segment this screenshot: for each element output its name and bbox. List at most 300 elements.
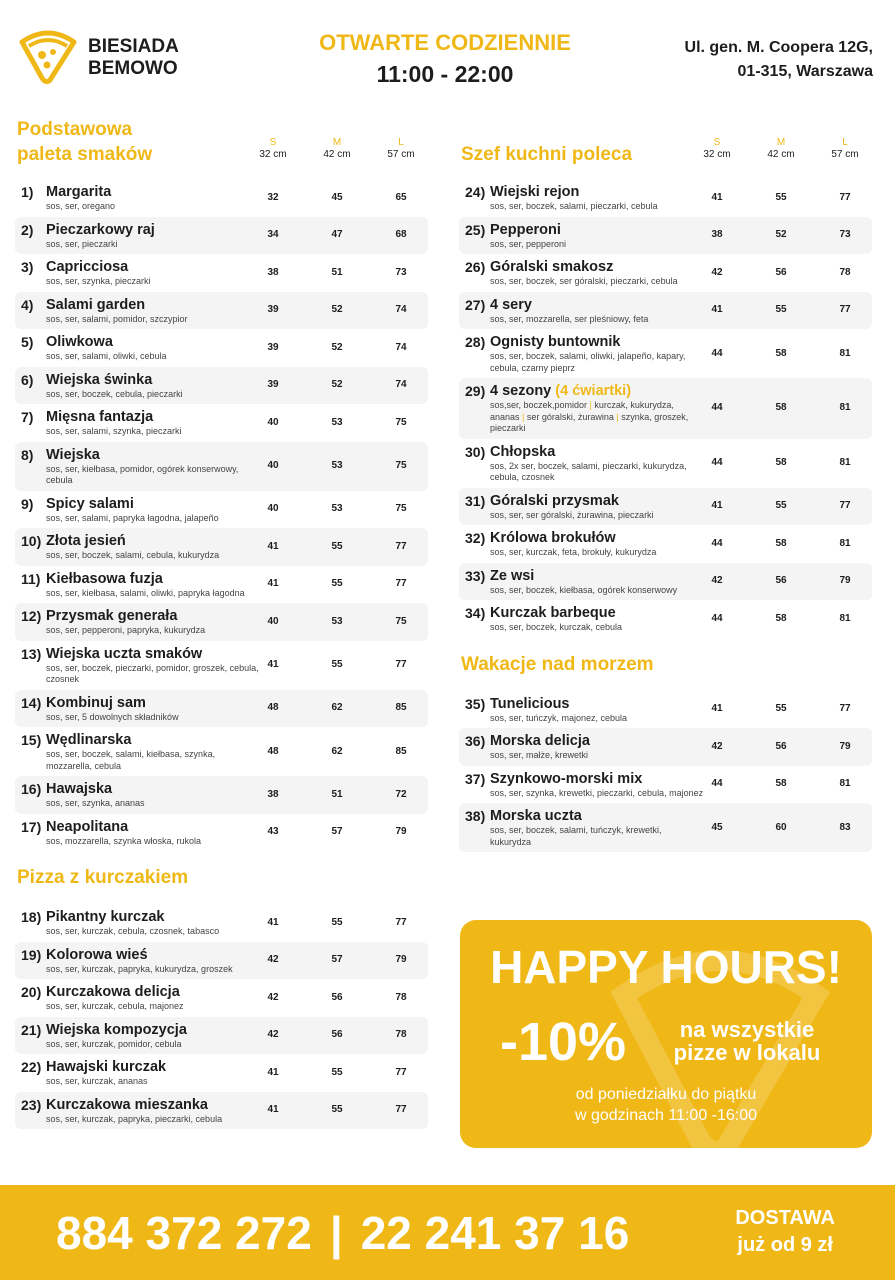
size-m: M 42 cm xyxy=(323,137,351,160)
menu-item xyxy=(459,728,872,766)
price-l: 79 xyxy=(839,740,851,752)
ingredient-group: kurczak, kukurydza, ananas xyxy=(490,400,674,422)
item-name-text: Wiejska xyxy=(46,446,100,463)
item-number: 15) xyxy=(21,732,42,748)
price-m: 56 xyxy=(775,266,787,278)
item-ingredients: sos, ser, 5 dowolnych składników xyxy=(46,711,179,722)
menu-item xyxy=(459,525,872,563)
item-ingredients: sos, ser, boczek, salami, oliwki, jalapeño, kapary, cebula, czarny pieprz xyxy=(490,351,686,373)
price-l: 77 xyxy=(839,191,851,203)
price-l: 72 xyxy=(395,788,407,800)
price-m: 55 xyxy=(775,304,787,316)
size-header xyxy=(15,117,428,167)
price-m: 52 xyxy=(331,379,343,391)
price-m: 55 xyxy=(331,1066,343,1078)
item-name-text: Pepperoni xyxy=(490,221,561,238)
menu-item xyxy=(15,491,428,529)
open-hours: 11:00 - 22:00 xyxy=(376,61,514,87)
price-m: 57 xyxy=(331,826,343,838)
price-l: 77 xyxy=(839,500,851,512)
address-line2: 01-315, Warszawa xyxy=(737,63,873,80)
item-number: 16) xyxy=(21,781,42,797)
price-l: 77 xyxy=(395,1104,407,1116)
menu-item xyxy=(459,378,872,439)
price-l: 75 xyxy=(395,416,407,428)
price-s: 44 xyxy=(711,537,723,549)
item-name-text: Kurczakowa mieszanka xyxy=(46,1096,208,1113)
item-number: 13) xyxy=(21,645,42,662)
menu-item xyxy=(459,292,872,330)
price-s: 44 xyxy=(711,402,723,414)
menu-item xyxy=(15,776,428,814)
item-number: 34) xyxy=(465,605,486,621)
happy-hours-banner xyxy=(460,920,872,1148)
price-m: 58 xyxy=(775,402,787,414)
item-ingredients: sos, ser, salami, papryka łagodna, jalapeño xyxy=(46,512,219,523)
item-number: 11) xyxy=(21,570,41,587)
item-ingredients: sos, ser, kiełbasa, pomidor, ogórek konserwowy, cebula xyxy=(46,463,239,485)
price-l: 78 xyxy=(395,1029,407,1041)
price-s: 48 xyxy=(267,745,279,757)
left-column xyxy=(15,117,428,1129)
item-name-text: Oliwkowa xyxy=(46,334,113,350)
size-s: S 32 cm xyxy=(259,137,287,160)
item-number: 30) xyxy=(465,443,486,460)
item-number: 36) xyxy=(465,733,486,749)
item-ingredients: sos, ser, szynka, pieczarki xyxy=(46,276,151,286)
price-l: 81 xyxy=(839,612,851,624)
price-m: 55 xyxy=(775,703,787,715)
schedule-line2: w godzinach 11:00 -16:00 xyxy=(574,1107,758,1124)
price-l: 73 xyxy=(839,229,851,241)
item-name-text: Margarita xyxy=(46,184,112,200)
price-s: 42 xyxy=(711,575,723,587)
item-name-text: Morska delicja xyxy=(490,733,590,749)
price-s: 44 xyxy=(711,457,723,468)
menu-item xyxy=(15,442,428,491)
item-name-text: Królowa brokułów xyxy=(490,530,616,546)
size-s: S 32 cm xyxy=(703,137,731,160)
size-m: M 42 cm xyxy=(767,137,795,160)
price-m: 55 xyxy=(331,540,343,552)
item-name-text: Wiejska świnka xyxy=(46,371,153,388)
price-m: 60 xyxy=(775,821,787,833)
price-l: 75 xyxy=(395,460,407,471)
size-l: L 57 cm xyxy=(831,137,859,160)
item-number: 19) xyxy=(21,946,42,963)
menu-list xyxy=(459,691,872,853)
price-l: 74 xyxy=(395,379,407,391)
section-title-line1: Podstawowa xyxy=(17,119,133,140)
price-s: 44 xyxy=(711,347,723,359)
price-m: 56 xyxy=(331,1029,343,1041)
price-m: 51 xyxy=(331,266,343,278)
price-m: 52 xyxy=(331,304,343,316)
item-ingredients: sos, ser, tuńczyk, majonez, cebula xyxy=(490,712,628,723)
price-l: 74 xyxy=(395,304,407,316)
menu-item xyxy=(15,641,428,690)
menu-item xyxy=(459,217,872,255)
item-ingredients: sos, ser, kurczak, ananas xyxy=(46,1076,148,1086)
item-ingredients: sos, ser, mozzarella, ser pleśniowy, feta xyxy=(490,313,649,324)
price-m: 55 xyxy=(331,659,343,670)
section-kurczak xyxy=(15,865,428,1129)
item-ingredients: sos, ser, salami, oliwki, cebula xyxy=(46,351,167,361)
right-column xyxy=(459,117,872,852)
menu-item xyxy=(459,766,872,804)
item-name-text: Wiejski rejon xyxy=(490,184,580,200)
item-number: 20) xyxy=(21,984,42,1000)
item-number: 7) xyxy=(21,409,34,425)
item-ingredients: sos, ser, kurczak, papryka, pieczarki, cebula xyxy=(46,1113,223,1124)
phone-2[interactable]: 22 241 37 16 xyxy=(360,1207,630,1259)
price-s: 40 xyxy=(267,460,279,471)
price-m: 58 xyxy=(775,612,787,624)
item-ingredients: sos, ser, kurczak, cebula, majonez xyxy=(46,1001,184,1011)
price-m: 53 xyxy=(331,615,343,627)
item-name xyxy=(490,382,872,400)
item-number: 14) xyxy=(21,694,42,711)
item-name-text: Wiejska uczta smaków xyxy=(46,645,203,662)
menu-item xyxy=(15,254,428,292)
price-s: 43 xyxy=(267,826,279,838)
price-s: 39 xyxy=(267,341,279,353)
price-s: 39 xyxy=(267,379,279,391)
price-s: 42 xyxy=(267,1029,279,1041)
section-title: Szef kuchni poleca xyxy=(461,144,633,165)
price-s: 41 xyxy=(711,304,723,316)
price-s: 38 xyxy=(267,266,279,278)
menu-item xyxy=(459,488,872,526)
item-ingredients: sos, ser, boczek, salami, tuńczyk, krewetki, kukurydza xyxy=(490,825,662,847)
price-l: 75 xyxy=(395,503,407,515)
price-l: 81 xyxy=(839,537,851,549)
delivery-info xyxy=(735,1205,835,1259)
section-podstawowa xyxy=(15,117,428,851)
menu-item xyxy=(15,727,428,776)
item-number: 28) xyxy=(465,334,486,350)
price-l: 81 xyxy=(839,402,851,414)
item-ingredients: sos, ser, boczek, pieczarki, pomidor, groszek, cebula, czosnek xyxy=(46,662,259,684)
section-szef xyxy=(459,117,872,638)
item-number: 18) xyxy=(21,909,42,925)
promo-text xyxy=(652,1018,842,1064)
item-ingredients: sos, ser, małże, krewetki xyxy=(490,750,589,760)
item-name-highlight: (4 ćwiartki) xyxy=(555,383,632,399)
opening-hours xyxy=(300,30,590,90)
item-ingredients: sos, ser, boczek, kiełbasa, ogórek konserwowy xyxy=(490,584,678,595)
item-number: 23) xyxy=(21,1096,42,1113)
ingredient-separator: | xyxy=(522,411,525,422)
item-number: 2) xyxy=(21,221,34,238)
price-m: 58 xyxy=(775,457,787,468)
item-number: 9) xyxy=(21,495,34,512)
footer xyxy=(0,1185,895,1280)
item-number: 24) xyxy=(465,184,486,200)
price-m: 45 xyxy=(331,191,343,203)
price-s: 40 xyxy=(267,615,279,627)
item-number: 35) xyxy=(465,695,486,712)
menu-list xyxy=(15,904,428,1129)
price-m: 56 xyxy=(775,740,787,752)
menu-item xyxy=(459,179,872,217)
menu-item xyxy=(15,603,428,641)
price-s: 41 xyxy=(267,578,279,590)
item-name-text: Kombinuj sam xyxy=(46,694,146,711)
menu-list xyxy=(15,179,428,851)
price-m: 52 xyxy=(775,229,787,241)
price-l: 79 xyxy=(395,954,407,966)
menu-item xyxy=(15,217,428,255)
price-s: 38 xyxy=(711,229,723,241)
item-number: 26) xyxy=(465,259,486,275)
address xyxy=(685,36,873,84)
price-l: 77 xyxy=(839,703,851,715)
item-ingredients: sos, ser, kurczak, pomidor, cebula xyxy=(46,1038,182,1049)
item-name-text: Przysmak generała xyxy=(46,608,178,624)
price-l: 81 xyxy=(839,457,851,468)
price-l: 85 xyxy=(395,745,407,757)
price-m: 52 xyxy=(331,341,343,353)
price-s: 41 xyxy=(267,1104,279,1116)
menu-item xyxy=(459,563,872,601)
header xyxy=(0,0,895,105)
item-ingredients: sos, mozzarella, szynka włoska, rukola xyxy=(46,835,202,846)
item-number: 27) xyxy=(465,296,486,313)
menu-item xyxy=(459,803,872,852)
item-number: 29) xyxy=(465,383,486,399)
item-ingredients: sos, ser, kurczak, papryka, kukurydza, groszek xyxy=(46,963,233,974)
item-number: 32) xyxy=(465,530,486,546)
price-m: 55 xyxy=(775,500,787,512)
price-m: 53 xyxy=(331,416,343,428)
menu-item xyxy=(459,691,872,729)
price-s: 41 xyxy=(267,659,279,670)
ingredient-separator: | xyxy=(589,400,592,410)
item-ingredients: sos, ser, salami, szynka, pieczarki xyxy=(46,426,182,436)
item-name-text: Kiełbasowa fuzja xyxy=(46,570,163,587)
price-l: 78 xyxy=(839,266,851,278)
section-title-line2: paleta smaków xyxy=(17,144,153,165)
menu-item xyxy=(459,439,872,488)
item-name-text: Kurczakowa delicja xyxy=(46,984,180,1000)
ingredient-group: sos,ser, boczek,pomidor xyxy=(490,400,590,410)
ingredient-separator: | xyxy=(616,411,619,422)
item-ingredients: sos, ser, ser góralski, żurawina, pieczarki xyxy=(490,509,654,520)
price-s: 41 xyxy=(267,916,279,928)
item-ingredients: sos, ser, boczek, salami, kiełbasa, szynka, mozzarella, cebula xyxy=(46,749,216,771)
price-m: 55 xyxy=(331,1104,343,1116)
price-l: 68 xyxy=(395,229,407,241)
brand-line2: BEMOWO xyxy=(88,58,178,79)
price-l: 73 xyxy=(395,266,407,278)
price-m: 62 xyxy=(331,745,343,757)
ingredient-group: szynka, groszek, pieczarki xyxy=(490,411,689,433)
price-s: 38 xyxy=(267,788,279,800)
price-m: 55 xyxy=(331,578,343,590)
item-number: 1) xyxy=(21,184,34,200)
item-name-text: Chłopska xyxy=(490,443,556,460)
price-l: 83 xyxy=(839,821,851,833)
price-l: 77 xyxy=(395,540,407,552)
price-l: 78 xyxy=(395,991,407,1003)
happy-schedule xyxy=(460,1084,872,1126)
price-m: 58 xyxy=(775,537,787,549)
price-s: 42 xyxy=(711,740,723,752)
item-name-text: Góralski przysmak xyxy=(490,492,619,509)
item-ingredients: sos, ser, kiełbasa, salami, oliwki, papryka łagodna xyxy=(46,587,245,598)
item-name-text: Złota jesień xyxy=(46,533,126,549)
delivery-line1: DOSTAWA xyxy=(735,1207,835,1229)
price-s: 32 xyxy=(267,191,279,203)
item-name-text: Szynkowo-morski mix xyxy=(490,770,643,787)
menu-item xyxy=(15,528,428,566)
section-morze xyxy=(459,652,872,853)
menu-item xyxy=(15,179,428,217)
price-s: 41 xyxy=(267,540,279,552)
price-l: 77 xyxy=(395,659,407,670)
price-s: 40 xyxy=(267,416,279,428)
price-l: 81 xyxy=(839,347,851,359)
menu-item xyxy=(15,1054,428,1092)
price-s: 45 xyxy=(711,821,723,833)
item-name-text: Neapolitana xyxy=(46,818,129,835)
price-m: 62 xyxy=(331,702,343,714)
menu-item xyxy=(15,329,428,367)
ingredient-group: ser góralski, żurawina xyxy=(524,411,617,422)
item-name-text: Ognisty buntownik xyxy=(490,334,621,350)
item-ingredients: sos, ser, pieczarki xyxy=(46,238,118,249)
item-number: 4) xyxy=(21,296,34,313)
item-ingredients: sos, ser, boczek, ser góralski, pieczarki, cebula xyxy=(490,276,678,286)
price-s: 42 xyxy=(267,991,279,1003)
price-s: 48 xyxy=(267,702,279,714)
open-label: OTWARTE CODZIENNIE xyxy=(319,30,571,55)
item-name-text: Salami garden xyxy=(46,296,146,313)
item-number: 6) xyxy=(21,371,34,388)
item-ingredients: sos, ser, szynka, ananas xyxy=(46,798,145,808)
item-name-text: Kurczak barbeque xyxy=(490,605,616,621)
price-s: 41 xyxy=(711,703,723,715)
menu-item xyxy=(15,942,428,980)
menu-item xyxy=(15,904,428,942)
price-m: 55 xyxy=(775,191,787,203)
item-number: 25) xyxy=(465,221,486,238)
price-l: 75 xyxy=(395,615,407,627)
item-ingredients xyxy=(490,400,705,435)
menu-item xyxy=(15,404,428,442)
price-s: 40 xyxy=(267,503,279,515)
item-ingredients: sos, ser, kurczak, feta, brokuły, kukurydza xyxy=(490,547,657,557)
price-m: 58 xyxy=(775,778,787,790)
item-number: 22) xyxy=(21,1059,42,1075)
item-number: 37) xyxy=(465,770,486,787)
item-number: 12) xyxy=(21,608,42,624)
discount: -10% xyxy=(500,1012,627,1072)
promo-line2: pizze w lokalu xyxy=(673,1040,821,1065)
price-s: 42 xyxy=(711,266,723,278)
menu-item xyxy=(15,1017,428,1055)
item-number: 5) xyxy=(21,334,34,350)
item-number: 38) xyxy=(465,808,486,824)
menu-item xyxy=(459,600,872,638)
item-name-text: Pieczarkowy raj xyxy=(46,221,155,238)
menu-list xyxy=(459,179,872,638)
price-m: 53 xyxy=(331,460,343,471)
item-name-text: Hawajska xyxy=(46,781,113,797)
item-ingredients: sos, ser, kurczak, cebula, czosnek, tabasco xyxy=(46,926,220,936)
menu-item xyxy=(15,979,428,1017)
price-l: 65 xyxy=(395,191,407,203)
size-l: L 57 cm xyxy=(387,137,415,160)
price-l: 74 xyxy=(395,341,407,353)
item-name-text: Pikantny kurczak xyxy=(46,909,165,925)
price-l: 79 xyxy=(839,575,851,587)
price-m: 56 xyxy=(775,575,787,587)
price-s: 39 xyxy=(267,304,279,316)
menu-item xyxy=(15,814,428,852)
menu-item xyxy=(15,367,428,405)
item-name-text: Hawajski kurczak xyxy=(46,1059,167,1075)
brand-name xyxy=(88,36,179,80)
price-l: 77 xyxy=(395,1066,407,1078)
price-m: 51 xyxy=(331,788,343,800)
menu-item xyxy=(15,690,428,728)
promo-line1: na wszystkie xyxy=(679,1017,815,1042)
item-number: 17) xyxy=(21,818,42,835)
price-s: 44 xyxy=(711,778,723,790)
address-line1: Ul. gen. M. Coopera 12G, xyxy=(684,39,873,56)
phone-separator: | xyxy=(329,1207,343,1259)
item-ingredients: sos, ser, boczek, kurczak, cebula xyxy=(490,622,623,632)
phone-numbers xyxy=(56,1207,629,1259)
menu-item xyxy=(15,1092,428,1130)
item-number: 8) xyxy=(21,446,34,463)
price-s: 34 xyxy=(267,229,279,241)
price-m: 53 xyxy=(331,503,343,515)
item-ingredients: sos, ser, szynka, krewetki, pieczarki, cebula, majonez xyxy=(490,787,704,798)
price-s: 42 xyxy=(267,954,279,966)
price-m: 57 xyxy=(331,954,343,966)
item-ingredients: sos, ser, boczek, salami, pieczarki, cebula xyxy=(490,201,658,211)
item-name-text: Góralski smakosz xyxy=(490,259,614,275)
menu-item xyxy=(15,292,428,330)
item-number: 31) xyxy=(465,492,486,509)
menu-item xyxy=(459,329,872,378)
menu-item xyxy=(459,254,872,292)
item-number: 3) xyxy=(21,259,34,275)
price-l: 77 xyxy=(395,578,407,590)
menu-item xyxy=(15,566,428,604)
price-l: 85 xyxy=(395,702,407,714)
item-number: 10) xyxy=(21,533,42,549)
price-m: 55 xyxy=(331,916,343,928)
price-s: 41 xyxy=(711,500,723,512)
item-name-text: Morska uczta xyxy=(490,808,582,824)
phone-1[interactable]: 884 372 272 xyxy=(56,1207,312,1259)
item-name-text: Mięsna fantazja xyxy=(46,409,154,425)
item-ingredients: sos, ser, oregano xyxy=(46,201,116,211)
price-s: 44 xyxy=(711,612,723,624)
item-name-text: Wiejska kompozycja xyxy=(46,1021,187,1038)
happy-title: HAPPY HOURS! xyxy=(490,941,842,993)
price-l: 77 xyxy=(395,916,407,928)
item-ingredients: sos, 2x ser, boczek, salami, pieczarki, kukurydza, cebula, czosnek xyxy=(490,460,687,482)
item-name-text: Tunelicious xyxy=(490,695,570,712)
price-m: 56 xyxy=(331,991,343,1003)
price-m: 58 xyxy=(775,347,787,359)
price-l: 79 xyxy=(395,826,407,838)
